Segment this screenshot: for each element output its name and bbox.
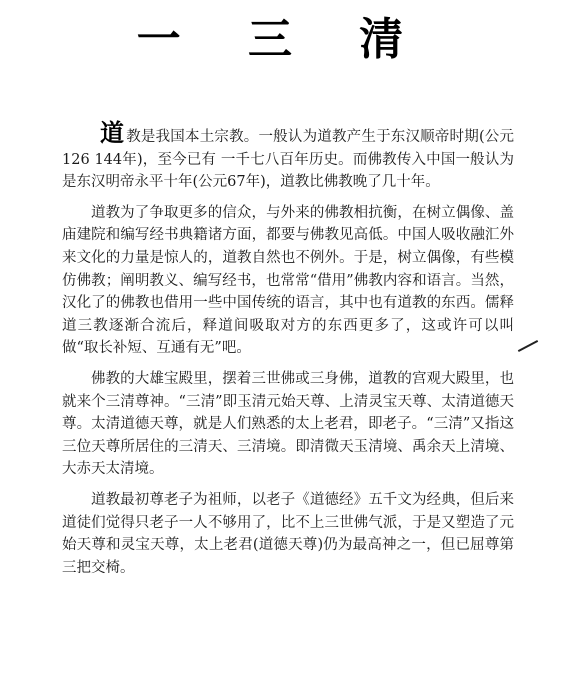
paragraph-1 <box>62 118 515 194</box>
article-body <box>62 118 515 579</box>
drop-cap: 道 <box>100 118 125 147</box>
paragraph-3: 佛教的大雄宝殿里，摆着三世佛或三身佛，道教的宫观大殿里，也就来个三清尊神。“三清”即玉清元始天尊、上清灵宝天尊、太清道德天尊。太清道德天尊，就是人们熟悉的太上老君，即老子。“三清”又指这三位天尊所居住的三清天、三清境。即清微天玉清境、禹余天上清境、大赤天太清境。 <box>62 370 514 478</box>
paragraph-4: 道教最初尊老子为祖师，以老子《道德经》五千文为经典，但后来道徒们觉得只老子一人不够用了，比不上三世佛气派，于是又塑造了元始天尊和灵宝天尊，太上老君(道德天尊)仍为最高神之一，但已屈尊第三把交椅。 <box>62 491 514 576</box>
paragraph-1-text: 教是我国本土宗教。一般认为道教产生于东汉顺帝时期(公元126 144年)，至今已有 一千七八百年历史。而佛教传入中国一般认为是东汉明帝永平十年(公元67年)，道教比佛教晚了几十年。 <box>62 129 515 191</box>
paragraph-2: 道教为了争取更多的信众，与外来的佛教相抗衡，在树立偶像、盖庙建院和编写经书典籍诸方面，都要与佛教见高低。中国人吸收融汇外来文化的力量是惊人的，道教自然也不例外。于是，树立偶像，有些模仿佛教；阐明教义、编写经书，也常常“借用”佛教内容和语言。当然，汉化了的佛教也借用一些中国传统的语言，其中也有道教的东西。儒释道三教逐渐合流后，释道间吸取对方的东西更多了，这或许可以叫做“取长补短、互通有无”吧。 <box>62 204 514 357</box>
chapter-title: 一 三 清 <box>136 14 430 65</box>
pen-mark <box>518 340 538 352</box>
